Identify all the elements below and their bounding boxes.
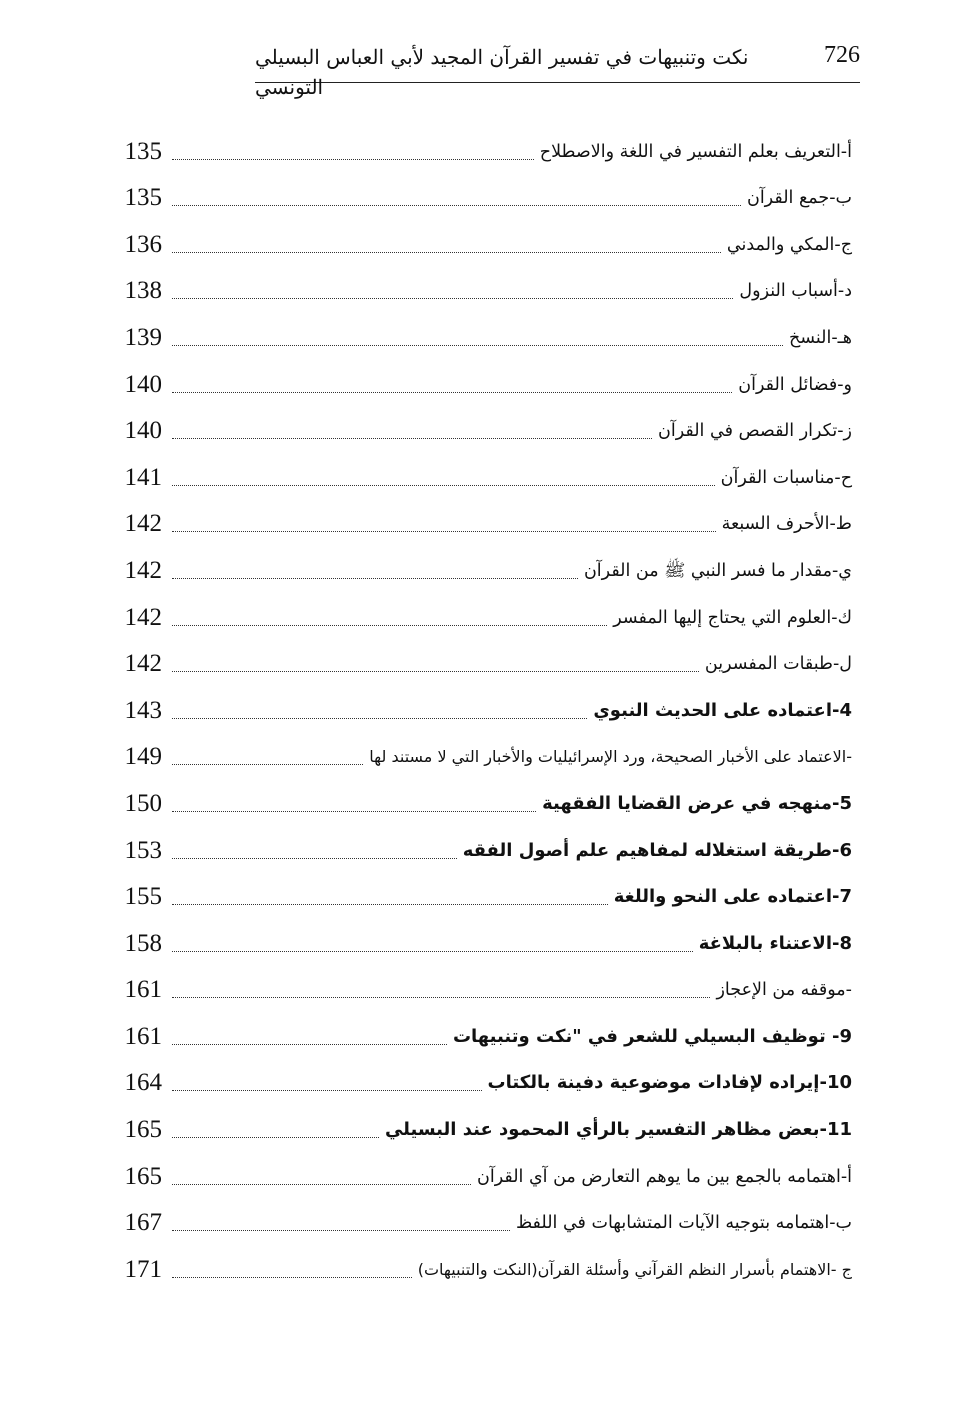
toc-entry-title: 5-منهجه في عرض القضايا الفقهية (542, 792, 852, 814)
toc-entry-title: 11-بعض مظاهر التفسير بالرأي المحمود عند البسيلي (384, 1119, 852, 1141)
toc-page-number: 143 (124, 696, 162, 724)
dot-leader (172, 1090, 482, 1091)
toc-page-number: 161 (124, 1022, 162, 1050)
dot-leader (172, 438, 652, 439)
toc-page-number: 142 (124, 510, 162, 538)
toc-entry (100, 914, 852, 961)
toc-page-number: 140 (124, 370, 162, 398)
toc-page-number: 155 (124, 883, 162, 911)
toc-page-number: 139 (124, 323, 162, 351)
toc-entry (100, 961, 852, 1008)
toc-entry (100, 681, 852, 728)
toc-page-number: 141 (124, 463, 162, 491)
dot-leader (172, 252, 721, 253)
toc-entry-title: 4-اعتماده على الحديث النبوي (593, 699, 852, 721)
toc-entry (100, 169, 852, 216)
toc-entry (100, 1194, 852, 1241)
toc-page-number: 158 (124, 929, 162, 957)
toc-entry-title: ز-تكرار القصص في القرآن (658, 421, 852, 442)
toc-page-number: 153 (124, 836, 162, 864)
toc-entry-title: ح-مناسبات القرآن (720, 467, 852, 488)
toc-entry-title: 9- توظيف البسيلي للشعر في "نكت وتنبيهات (452, 1025, 852, 1047)
toc-page-number: 135 (124, 137, 162, 165)
toc-entry-title: ب-جمع القرآن (746, 188, 852, 209)
toc-entry (100, 588, 852, 635)
dot-leader (172, 671, 699, 672)
toc-page-number: 142 (124, 556, 162, 584)
dot-leader (172, 1230, 510, 1231)
toc-page-number: 140 (124, 417, 162, 445)
toc-entry (100, 728, 852, 775)
toc-page-number: 171 (124, 1255, 162, 1283)
toc-entry-title: أ-التعريف بعلم التفسير في اللغة والاصطلاح (539, 141, 852, 162)
page-number: 726 (824, 42, 860, 68)
toc-entry (100, 635, 852, 682)
toc-entry-title: ل-طبقات المفسرين (704, 654, 852, 675)
toc-page-number: 136 (124, 230, 162, 258)
toc-page-number: 135 (124, 184, 162, 212)
dot-leader (172, 904, 608, 905)
toc-page-number: 164 (124, 1069, 162, 1097)
toc-page-number: 165 (124, 1162, 162, 1190)
toc-entry (100, 1054, 852, 1101)
toc-entry-title: و-فضائل القرآن (738, 374, 852, 395)
toc-entry-title: ي-مقدار ما فسر النبي ﷺ من القرآن (583, 560, 852, 581)
toc-entry (100, 1147, 852, 1194)
dot-leader (172, 997, 710, 998)
dot-leader (172, 485, 715, 486)
dot-leader (172, 345, 783, 346)
toc-entry-title: 7-اعتماده على النحو واللغة (613, 886, 852, 908)
toc-entry-title: د-أسباب النزول (739, 281, 852, 302)
toc-entry-title: ط-الأحرف السبعة (721, 514, 852, 535)
toc-entry (100, 495, 852, 542)
toc-entry (100, 821, 852, 868)
toc-entry-title: -الاعتماد على الأخبار الصحيحة، ورد الإسرائيليات والأخبار التي لا مستند لها (369, 747, 852, 767)
toc-entry-title: ج -الاهتمام بأسرار النظم القرآني وأسئلة القرآن(النكت والتنبيهات) (417, 1259, 852, 1279)
toc-entry-title: هـ-النسخ (788, 327, 852, 348)
toc-entry (100, 1007, 852, 1054)
toc-page-number: 150 (124, 789, 162, 817)
toc-entry (100, 262, 852, 309)
dot-leader (172, 205, 741, 206)
dot-leader (172, 392, 732, 393)
toc-page-number: 138 (124, 277, 162, 305)
dot-leader (172, 811, 536, 812)
toc-entry (100, 448, 852, 495)
toc-entry (100, 122, 852, 169)
toc-entry (100, 1100, 852, 1147)
dot-leader (172, 718, 587, 719)
dot-leader (172, 578, 578, 579)
dot-leader (172, 858, 457, 859)
dot-leader (172, 951, 693, 952)
dot-leader (172, 159, 534, 160)
dot-leader (172, 1277, 412, 1278)
toc-entry-title: ك-العلوم التي يحتاج إليها المفسر (613, 607, 852, 628)
dot-leader (172, 531, 716, 532)
toc-entry-title: أ-اهتمامه بالجمع بين ما يوهم التعارض من آي القرآن (476, 1166, 852, 1187)
dot-leader (172, 298, 733, 299)
toc-page-number: 161 (124, 976, 162, 1004)
dot-leader (172, 1184, 471, 1185)
toc-entry (100, 774, 852, 821)
toc-page-number: 165 (124, 1116, 162, 1144)
toc-entry-title: 10-إيراده لإفادات موضوعية دفينة بالكتاب (487, 1072, 852, 1094)
table-of-contents (100, 122, 852, 1287)
toc-entry-title: 8-الاعتناء بالبلاغة (698, 932, 852, 954)
toc-entry (100, 541, 852, 588)
toc-entry (100, 402, 852, 449)
toc-entry (100, 355, 852, 402)
toc-entry-title: ج-المكي والمدني (726, 234, 852, 255)
toc-page-number: 149 (124, 743, 162, 771)
toc-entry (100, 1240, 852, 1287)
dot-leader (172, 1137, 379, 1138)
dot-leader (172, 1044, 447, 1045)
toc-page-number: 142 (124, 603, 162, 631)
toc-entry (100, 215, 852, 262)
toc-entry-title: -موقفه من الإعجاز (716, 980, 852, 1001)
toc-page-number: 142 (124, 650, 162, 678)
toc-entry (100, 308, 852, 355)
toc-entry (100, 868, 852, 915)
dot-leader (172, 764, 363, 765)
page-header (255, 38, 860, 99)
toc-page-number: 167 (124, 1209, 162, 1237)
dot-leader (172, 625, 607, 626)
toc-entry-title: 6-طريقة استغلاله لمفاهيم علم أصول الفقه (462, 839, 852, 861)
toc-entry-title: ب-اهتمامه بتوجيه الآيات المتشابهات في اللفظ (515, 1213, 852, 1234)
running-title: نكت وتنبيهات في تفسير القرآن المجيد لأبي العباس البسيلي التونسي (255, 45, 749, 99)
